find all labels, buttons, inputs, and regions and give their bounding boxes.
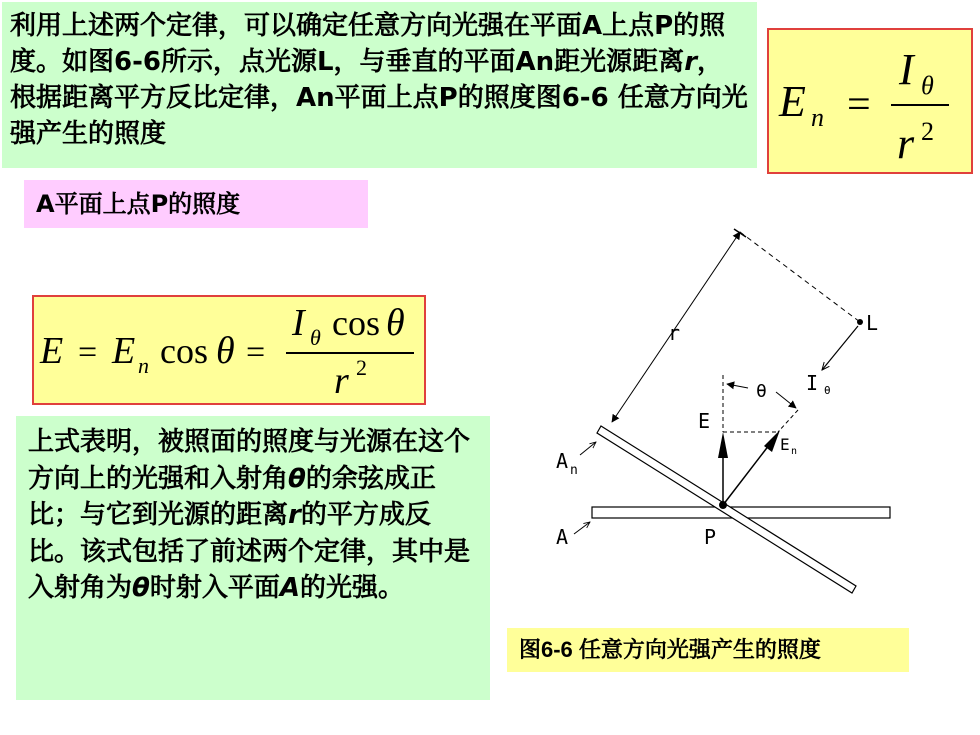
formula-e <box>34 297 424 403</box>
light-source-l <box>857 319 863 325</box>
en-num: I <box>899 45 914 94</box>
a-leader <box>574 522 590 534</box>
en-lhs-sub: n <box>811 103 824 132</box>
en-equals: = <box>847 82 871 128</box>
theta-arrow-left <box>727 384 748 388</box>
label-a: A <box>556 525 569 549</box>
e-equals-2: = <box>246 334 266 371</box>
explain-a: A <box>279 573 301 603</box>
explain-text-2: 的余弦成正比；与它到光源的距离 <box>28 463 436 530</box>
explain-text-4: 时射入平面 <box>149 573 280 603</box>
e-num-sub: θ <box>310 325 321 350</box>
e-lhs: E <box>40 330 64 372</box>
en-num-sub: θ <box>921 71 934 100</box>
dashed-line-to-source <box>740 232 860 322</box>
explanation-paragraph <box>16 416 490 700</box>
explain-text-1: 上式表明，被照面的照度与光源在这个方向上的光强和入射角 <box>28 427 471 494</box>
explain-r: r <box>288 500 301 530</box>
label-en: E <box>780 435 790 454</box>
e-en: E <box>112 330 136 372</box>
label-e: E <box>698 409 711 433</box>
en-lhs: E <box>779 77 806 126</box>
en-den: r <box>897 119 915 168</box>
distance-r-tick <box>734 229 746 237</box>
label-en-sub: n <box>791 446 798 457</box>
formula-e-box <box>32 295 426 405</box>
section-label: A平面上点P的照度 <box>24 180 368 228</box>
ray-dashed <box>778 410 798 432</box>
explain-text-3: 的平方成反比。该式包括了前述两个定律，其中是入射角为 <box>28 500 471 603</box>
formula-en-box <box>767 28 973 174</box>
e-den-sup: 2 <box>356 355 367 380</box>
label-an: A <box>556 449 569 473</box>
theta-arrow-right <box>776 392 796 408</box>
an-leader <box>580 442 596 455</box>
label-theta: θ <box>756 381 767 402</box>
figure-caption: 图6-6 任意方向光强产生的照度 <box>507 628 909 672</box>
intro-text-1: 利用上述两个定律，可以确定任意方向光强在平面A上点P的照度。如图6-6所示，点光源L，与垂直的平面An距光源距离 <box>10 11 726 77</box>
e-vector-head <box>718 432 728 458</box>
explain-theta-1: θ <box>288 463 306 494</box>
e-en-sub: n <box>138 353 149 378</box>
e-cos-2: cos <box>332 303 380 343</box>
intro-var-r: r <box>684 47 698 77</box>
e-theta-2: θ <box>386 302 405 344</box>
intro-paragraph <box>2 2 757 168</box>
formula-en <box>769 30 971 172</box>
intro-text-2: ，根据距离平方反比定律，An平面上点P的照度图6-6 任意方向光强产生的照度 <box>10 47 748 149</box>
label-r: r <box>668 321 681 345</box>
label-i: I <box>806 371 819 395</box>
explain-text-5: 的光强。 <box>300 573 405 603</box>
e-theta-1: θ <box>216 330 235 372</box>
e-cos-1: cos <box>160 331 208 371</box>
intensity-arrow <box>822 326 858 370</box>
e-den: r <box>334 360 349 402</box>
en-den-sup: 2 <box>921 117 934 146</box>
label-l: L <box>866 311 879 335</box>
explain-theta-2: θ <box>132 573 150 603</box>
e-equals-1: = <box>78 334 98 371</box>
e-num-i: I <box>292 302 305 344</box>
illuminance-diagram <box>540 215 920 610</box>
label-p: P <box>704 525 717 549</box>
label-an-sub: n <box>570 463 578 478</box>
label-i-sub: θ <box>824 384 831 397</box>
